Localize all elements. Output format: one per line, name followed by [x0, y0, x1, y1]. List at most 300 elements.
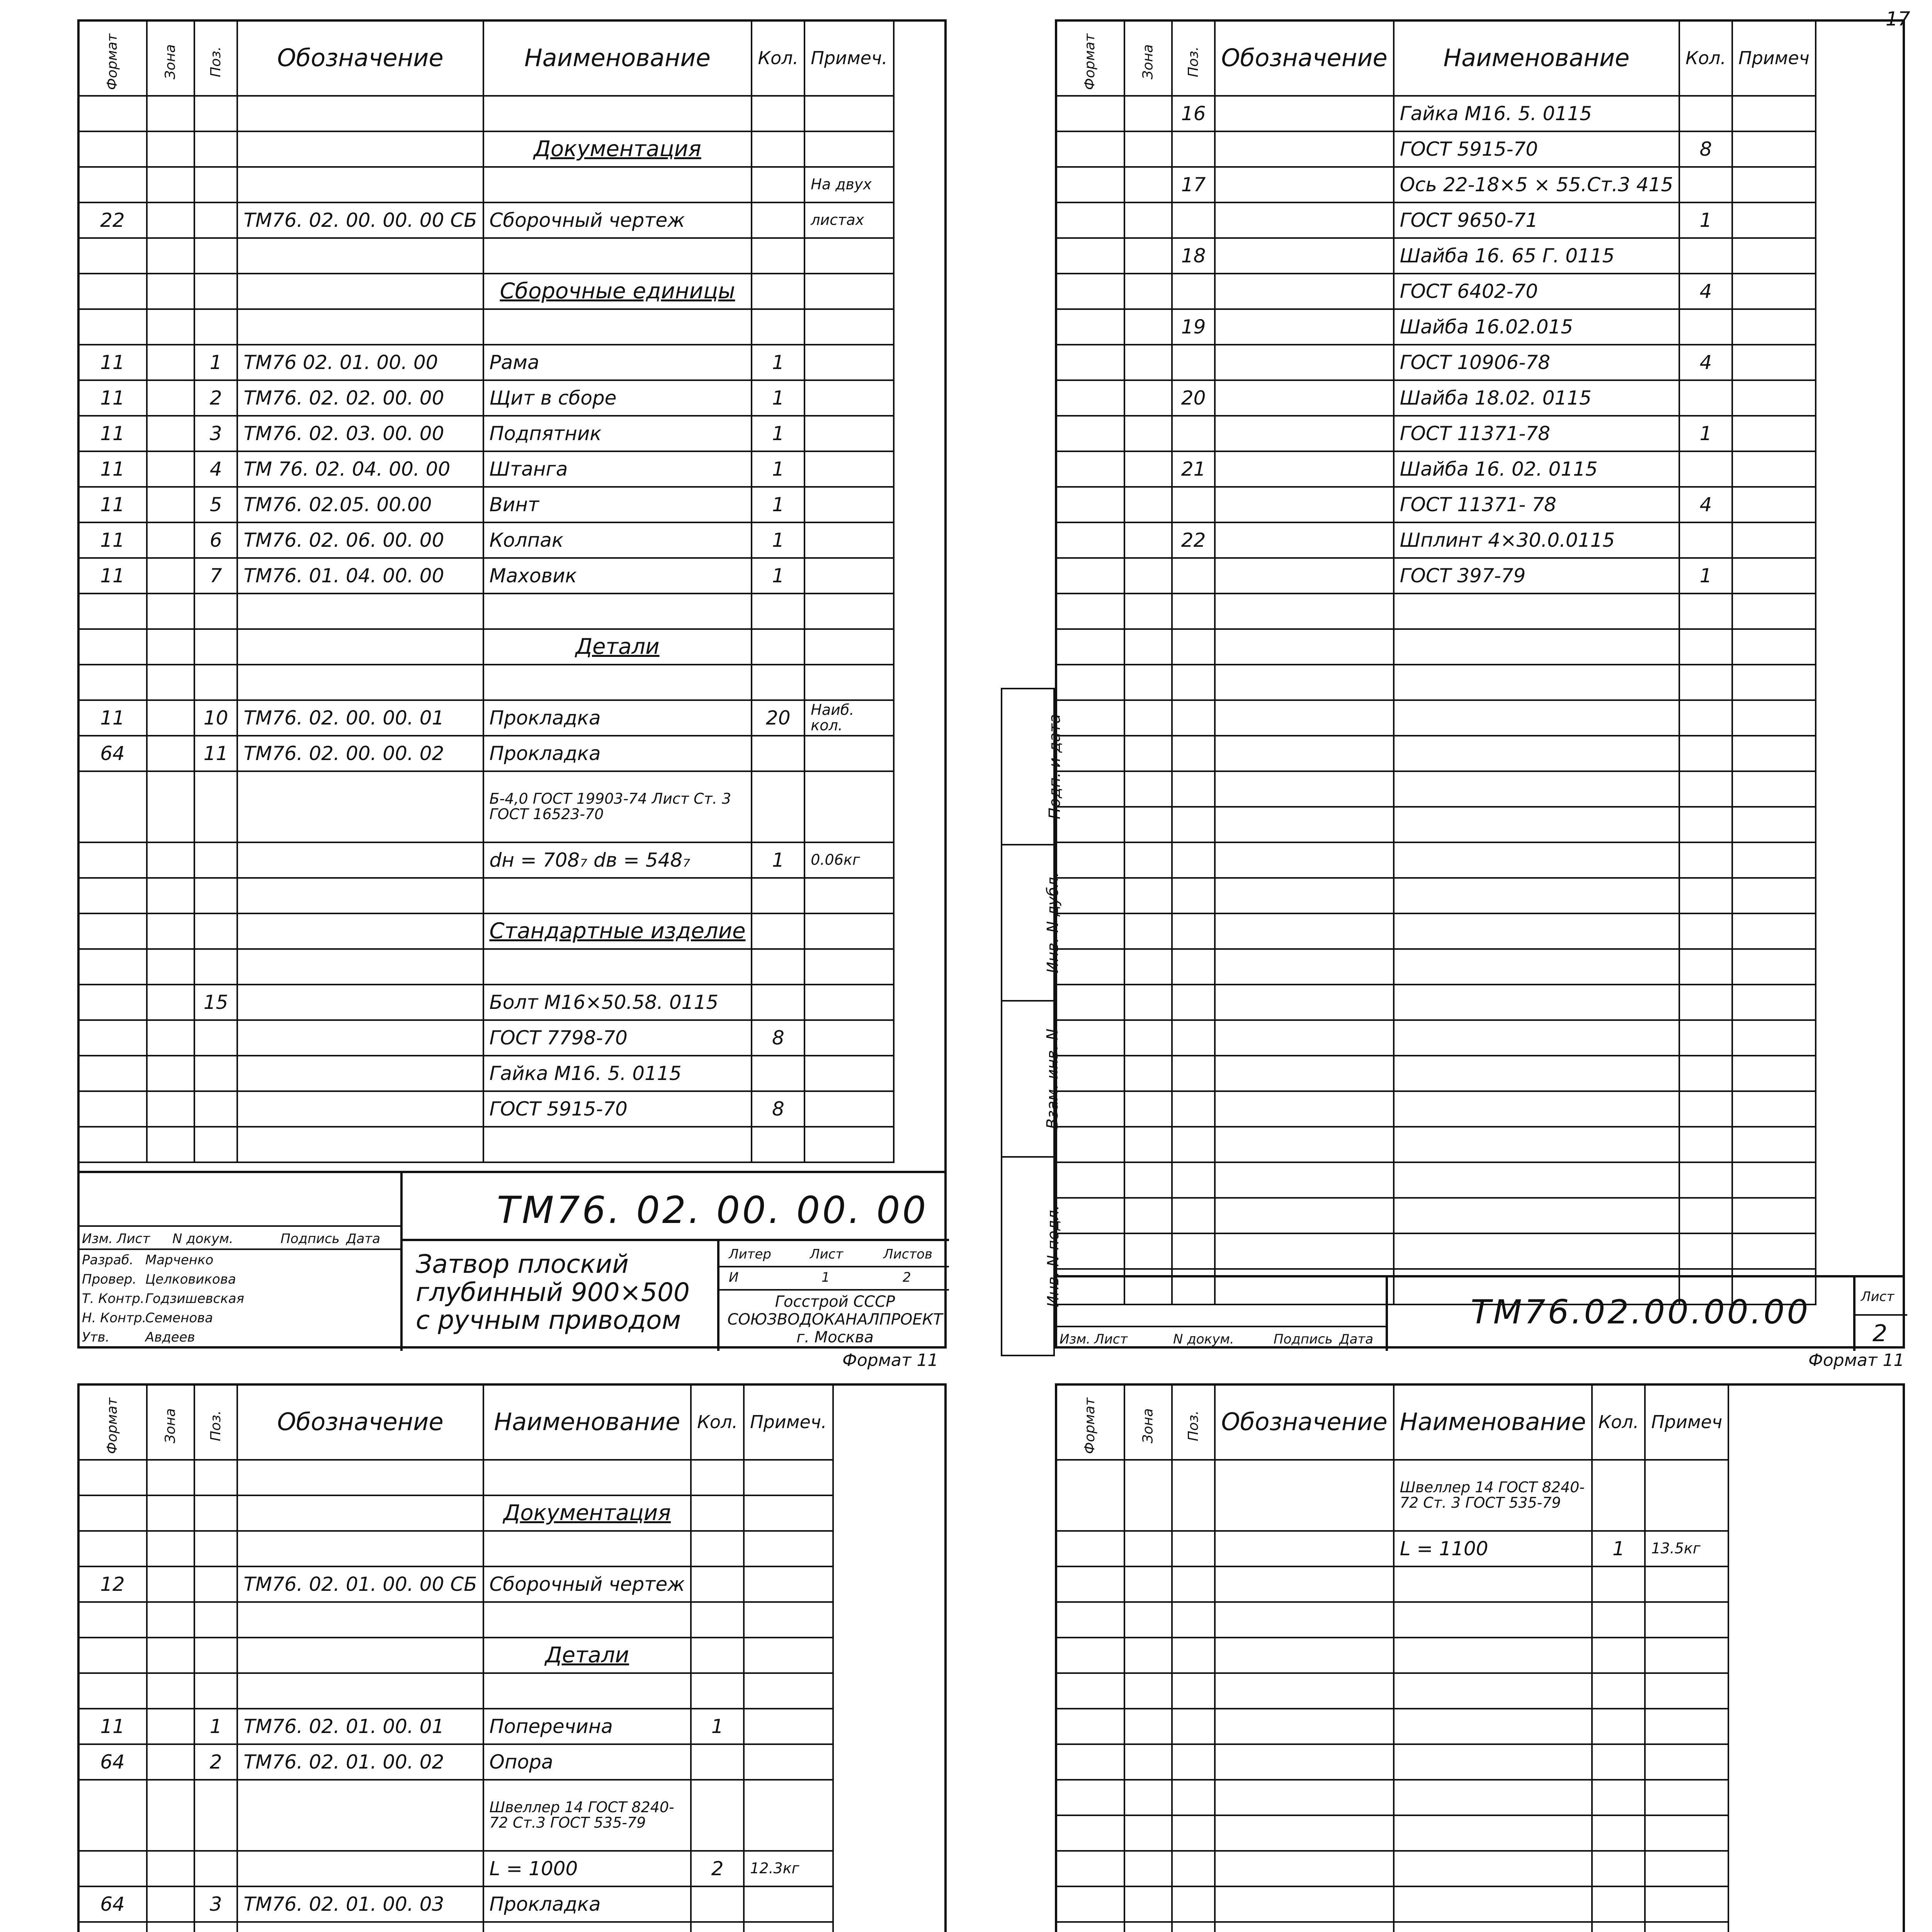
cell-pos — [194, 309, 238, 345]
cell-format — [1056, 345, 1124, 380]
cell-qty — [752, 665, 804, 700]
cell-zone — [1124, 736, 1172, 771]
table-row — [78, 1673, 833, 1709]
cell-name — [1394, 878, 1679, 913]
cell-pos — [1172, 202, 1215, 238]
cell-note — [744, 1460, 833, 1495]
cell-pos — [1172, 771, 1215, 807]
cell-zone — [147, 1127, 194, 1162]
table-row — [1056, 1638, 1728, 1673]
table-row — [1056, 202, 1816, 238]
table-row — [1056, 451, 1816, 487]
table-row — [78, 451, 894, 487]
cell-format: 11 — [78, 558, 147, 594]
cell-name: Ось 22-18×5 × 55.Ст.3 415 — [1394, 167, 1679, 202]
cell-note — [804, 985, 894, 1020]
table-row — [78, 1602, 833, 1638]
header-zone: Зона — [1124, 20, 1172, 96]
cell-name: Прокладка — [483, 736, 752, 771]
cell-pos — [194, 1460, 238, 1495]
org-line-2: СОЮЗВОДОКАНАЛПРОЕКТ — [727, 1311, 943, 1328]
cell-zone — [147, 1460, 194, 1495]
cell-note — [804, 1020, 894, 1056]
table-row — [78, 985, 894, 1020]
sb-inv-dubl: Инв. N дубл. — [1044, 872, 1062, 973]
role-razrab: Разраб. — [82, 1252, 134, 1268]
cell-designation — [1215, 1602, 1393, 1638]
cell-zone — [147, 1056, 194, 1091]
cell-format: 12 — [78, 1566, 147, 1602]
cell-qty — [752, 878, 804, 913]
cell-qty: 1 — [1679, 558, 1732, 594]
cell-designation: ТМ76. 02. 01. 00. 00 СБ — [237, 1566, 483, 1602]
cell-zone — [1124, 700, 1172, 736]
cell-zone — [1124, 1127, 1172, 1162]
cell-name: Сборочный чертеж — [483, 1566, 691, 1602]
spec-header-row — [1056, 20, 1816, 96]
table-row — [1056, 1886, 1728, 1922]
cell-format — [1056, 522, 1124, 558]
cell-qty — [1679, 96, 1732, 131]
cell-format — [1056, 380, 1124, 416]
role-tkontr: Т. Контр. — [82, 1291, 145, 1306]
cell-note — [804, 522, 894, 558]
cell-format — [78, 878, 147, 913]
cell-pos — [1172, 1744, 1215, 1780]
cell-format — [78, 1780, 147, 1851]
cell-format — [1056, 202, 1124, 238]
table-row — [1056, 700, 1816, 736]
cell-pos — [194, 96, 238, 131]
cell-qty — [1679, 913, 1732, 949]
cell-designation — [237, 665, 483, 700]
cell-note: листах — [804, 202, 894, 238]
cell-designation: ТМ76. 02. 02. 00. 00 — [237, 380, 483, 416]
cell-format — [1056, 1566, 1124, 1602]
title-block-2 — [1055, 1275, 1905, 1349]
header-zone: Зона — [1124, 1384, 1172, 1460]
cell-pos: 20 — [1172, 380, 1215, 416]
cell-format — [1056, 1922, 1124, 1932]
header-designation: Обозначение — [237, 20, 483, 96]
cell-note — [744, 1744, 833, 1780]
cell-name: Прокладка — [483, 1886, 691, 1922]
table-row — [78, 1922, 833, 1932]
cell-zone — [147, 629, 194, 665]
cell-note — [1732, 416, 1816, 451]
cell-qty — [1679, 985, 1732, 1020]
cell-name — [1394, 1198, 1679, 1233]
table-row — [1056, 1709, 1728, 1744]
cell-name — [1394, 1233, 1679, 1269]
cell-designation — [1215, 1198, 1393, 1233]
table-row — [1056, 522, 1816, 558]
cell-designation — [1215, 629, 1393, 665]
table-row — [1056, 1091, 1816, 1127]
cell-zone — [1124, 629, 1172, 665]
cell-designation — [1215, 238, 1393, 274]
cell-name: Документация — [483, 131, 752, 167]
cell-qty — [1679, 629, 1732, 665]
cell-pos: 15 — [194, 985, 238, 1020]
cell-note — [804, 1091, 894, 1127]
cell-zone — [147, 345, 194, 380]
cell-format — [78, 274, 147, 309]
cell-zone — [1124, 1198, 1172, 1233]
cell-zone — [1124, 1815, 1172, 1851]
cell-qty — [752, 202, 804, 238]
header-format: Формат — [78, 20, 147, 96]
cell-name: Рама — [483, 345, 752, 380]
cell-note — [804, 949, 894, 985]
cell-pos — [1172, 487, 1215, 522]
header-qty: Кол. — [1592, 1384, 1645, 1460]
cell-pos — [1172, 1815, 1215, 1851]
cell-designation: ТМ76. 02. 03. 00. 00 — [237, 416, 483, 451]
cell-note — [744, 1566, 833, 1602]
header-note: Примеч. — [744, 1384, 833, 1460]
cell-pos — [1172, 1460, 1215, 1531]
cell-qty — [1679, 522, 1732, 558]
cell-qty: 8 — [752, 1020, 804, 1056]
cell-note — [804, 771, 894, 842]
header-pos: Поз. — [1172, 20, 1215, 96]
cell-format — [1056, 1127, 1124, 1162]
cell-name — [483, 167, 752, 202]
table-row — [1056, 1020, 1816, 1056]
cell-name — [483, 96, 752, 131]
cell-name: Сборочный чертеж — [483, 202, 752, 238]
cell-qty — [752, 1127, 804, 1162]
cell-designation — [237, 878, 483, 913]
tb-sign: Подпись — [281, 1231, 340, 1247]
cell-note — [1645, 1638, 1728, 1673]
cell-pos — [194, 1056, 238, 1091]
cell-name — [1394, 1638, 1592, 1673]
cell-designation — [1215, 131, 1393, 167]
cell-format — [1056, 487, 1124, 522]
organization — [721, 1293, 949, 1346]
cell-format — [1056, 96, 1124, 131]
table-row — [1056, 380, 1816, 416]
cell-note — [1732, 771, 1816, 807]
cell-qty — [691, 1780, 744, 1851]
cell-note — [744, 1922, 833, 1932]
cell-pos — [1172, 949, 1215, 985]
table-row — [78, 1495, 833, 1531]
cell-qty — [691, 1673, 744, 1709]
cell-zone — [147, 1602, 194, 1638]
cell-qty — [691, 1566, 744, 1602]
table-row — [1056, 309, 1816, 345]
cell-designation — [1215, 1460, 1393, 1531]
cell-zone — [147, 700, 194, 736]
cell-note — [1732, 96, 1816, 131]
cell-format — [1056, 594, 1124, 629]
cell-designation: ТМ76. 01. 04. 00. 00 — [237, 558, 483, 594]
table-row — [1056, 1056, 1816, 1091]
cell-note — [804, 451, 894, 487]
cell-qty — [1592, 1815, 1645, 1851]
cell-designation — [1215, 1744, 1393, 1780]
cell-name — [1394, 1056, 1679, 1091]
cell-note — [744, 1780, 833, 1851]
cell-zone — [147, 131, 194, 167]
cell-name: Маховик — [483, 558, 752, 594]
cell-zone — [1124, 487, 1172, 522]
role-utv: Утв. — [82, 1330, 110, 1345]
header-zone: Зона — [147, 20, 194, 96]
cell-designation — [237, 1602, 483, 1638]
cell-format — [78, 985, 147, 1020]
cell-pos — [1172, 1127, 1215, 1162]
cell-zone — [147, 949, 194, 985]
cell-pos: 5 — [194, 487, 238, 522]
cell-designation — [1215, 1709, 1393, 1744]
cell-note — [1732, 629, 1816, 665]
table-row — [78, 1638, 833, 1673]
cell-designation — [1215, 771, 1393, 807]
cell-pos — [1172, 1566, 1215, 1602]
cell-name — [483, 1673, 691, 1709]
cell-name: Шплинт 4×30.0.0115 — [1394, 522, 1679, 558]
cell-qty — [752, 167, 804, 202]
tb-izm: Изм. — [82, 1231, 113, 1247]
table-row — [1056, 665, 1816, 700]
cell-qty: 20 — [752, 700, 804, 736]
cell-qty — [1592, 1780, 1645, 1815]
cell-designation — [1215, 451, 1393, 487]
cell-designation — [237, 1922, 483, 1932]
cell-zone — [1124, 1780, 1172, 1815]
cell-zone — [1124, 985, 1172, 1020]
cell-zone — [1124, 1886, 1172, 1922]
table-row — [78, 771, 894, 842]
cell-pos: 16 — [1172, 96, 1215, 131]
cell-note — [1645, 1815, 1728, 1851]
cell-format — [1056, 736, 1124, 771]
cell-qty — [1679, 842, 1732, 878]
cell-zone — [1124, 380, 1172, 416]
table-row — [78, 96, 894, 131]
cell-note — [744, 1495, 833, 1531]
header-pos: Поз. — [194, 20, 238, 96]
cell-format — [1056, 309, 1124, 345]
cell-pos — [1172, 985, 1215, 1020]
cell-pos — [194, 665, 238, 700]
cell-designation — [1215, 1020, 1393, 1056]
cell-qty — [752, 629, 804, 665]
cell-name — [1394, 985, 1679, 1020]
title-block-1 — [77, 1171, 947, 1349]
cell-zone — [1124, 1922, 1172, 1932]
table-row — [78, 167, 894, 202]
cell-format — [1056, 771, 1124, 807]
cell-qty — [1679, 665, 1732, 700]
cell-pos: 1 — [194, 345, 238, 380]
cell-pos — [194, 878, 238, 913]
cell-designation — [1215, 985, 1393, 1020]
cell-zone — [147, 1638, 194, 1673]
cell-note — [1732, 558, 1816, 594]
cell-zone — [1124, 1673, 1172, 1709]
tb-list-label: Лист — [1861, 1289, 1895, 1304]
tb-list: Лист — [117, 1231, 150, 1247]
cell-designation — [237, 274, 483, 309]
spec-table-3 — [77, 1383, 834, 1932]
cell-pos: 22 — [1172, 522, 1215, 558]
cell-zone — [147, 1673, 194, 1709]
table-row — [78, 1091, 894, 1127]
table-row — [1056, 1602, 1728, 1638]
cell-qty — [1679, 1162, 1732, 1198]
cell-format — [1056, 629, 1124, 665]
cell-pos — [1172, 1020, 1215, 1056]
cell-zone — [1124, 416, 1172, 451]
cell-note — [744, 1673, 833, 1709]
cell-name — [1394, 1851, 1592, 1886]
table-row — [1056, 167, 1816, 202]
cell-qty — [1679, 238, 1732, 274]
cell-qty — [1679, 451, 1732, 487]
cell-name — [1394, 1091, 1679, 1127]
cell-format — [78, 949, 147, 985]
cell-format — [78, 96, 147, 131]
cell-note — [804, 629, 894, 665]
role-nkontr: Н. Контр. — [82, 1310, 146, 1326]
cell-name: ГОСТ 5915-70 — [483, 1091, 752, 1127]
cell-pos — [194, 1602, 238, 1638]
cell-note — [1732, 665, 1816, 700]
cell-name — [1394, 1602, 1592, 1638]
cell-format: 11 — [78, 380, 147, 416]
table-row — [78, 1780, 833, 1851]
table-row — [78, 736, 894, 771]
spec-table-1 — [77, 19, 895, 1163]
table-row — [78, 487, 894, 522]
cell-designation: ТМ76. 02. 00. 00. 02 — [237, 736, 483, 771]
table-row — [78, 1020, 894, 1056]
cell-name — [1394, 1709, 1592, 1744]
cell-pos: 2 — [194, 380, 238, 416]
cell-pos: 11 — [194, 736, 238, 771]
cell-format — [78, 771, 147, 842]
cell-zone — [147, 736, 194, 771]
table-row — [78, 1851, 833, 1886]
tb-date: Дата — [346, 1231, 381, 1247]
cell-note — [804, 238, 894, 274]
cell-name — [483, 878, 752, 913]
table-row — [1056, 1566, 1728, 1602]
cell-designation — [237, 131, 483, 167]
cell-format: 11 — [78, 487, 147, 522]
cell-designation — [237, 1531, 483, 1566]
sidebar-2 — [1001, 688, 1064, 1356]
cell-name: dн = 708₇ dв = 548₇ — [483, 842, 752, 878]
cell-qty: 4 — [1679, 274, 1732, 309]
cell-name — [1394, 736, 1679, 771]
cell-note — [1732, 913, 1816, 949]
cell-zone — [147, 594, 194, 629]
cell-qty: 2 — [691, 1851, 744, 1886]
cell-qty — [1592, 1886, 1645, 1922]
cell-format — [1056, 878, 1124, 913]
cell-qty — [1592, 1851, 1645, 1886]
cell-format: 11 — [78, 451, 147, 487]
cell-name: Детали — [483, 1638, 691, 1673]
cell-format — [78, 238, 147, 274]
cell-qty — [1592, 1602, 1645, 1638]
cell-name: Шайба 18.02. 0115 — [1394, 380, 1679, 416]
cell-qty — [1679, 309, 1732, 345]
cell-qty — [1679, 1127, 1732, 1162]
cell-designation — [1215, 202, 1393, 238]
table-row — [1056, 1531, 1728, 1566]
cell-note — [1645, 1780, 1728, 1815]
cell-qty — [1679, 1091, 1732, 1127]
cell-name — [1394, 1744, 1592, 1780]
cell-pos — [1172, 1709, 1215, 1744]
table-row — [1056, 1780, 1728, 1815]
cell-name — [1394, 1566, 1592, 1602]
cell-name: Шайба 16. 02. 0115 — [1394, 451, 1679, 487]
cell-pos — [1172, 1531, 1215, 1566]
cell-qty: 1 — [1679, 416, 1732, 451]
cell-format — [1056, 1815, 1124, 1851]
cell-note — [1645, 1709, 1728, 1744]
cell-zone — [1124, 665, 1172, 700]
table-row — [78, 309, 894, 345]
cell-note — [804, 1127, 894, 1162]
cell-qty — [691, 1886, 744, 1922]
table-row — [1056, 96, 1816, 131]
cell-pos — [194, 1495, 238, 1531]
spec-header-row — [78, 1384, 833, 1460]
document-name: Затвор плоский глубинный 900×500 с ручным приводом — [416, 1249, 690, 1335]
cell-format — [78, 1638, 147, 1673]
cell-name: Подпятник — [483, 416, 752, 451]
cell-name: Шайба 16. 65 Г. 0115 — [1394, 238, 1679, 274]
cell-pos — [1172, 1198, 1215, 1233]
cell-qty — [691, 1638, 744, 1673]
cell-format — [1056, 1091, 1124, 1127]
table-row — [78, 1056, 894, 1091]
cell-note — [804, 309, 894, 345]
table-row — [78, 1744, 833, 1780]
cell-note — [744, 1638, 833, 1673]
cell-designation — [237, 1638, 483, 1673]
cell-pos — [194, 913, 238, 949]
cell-name — [1394, 771, 1679, 807]
cell-pos — [194, 1922, 238, 1932]
cell-format — [1056, 700, 1124, 736]
cell-designation — [237, 949, 483, 985]
cell-note — [744, 1602, 833, 1638]
cell-name — [483, 1531, 691, 1566]
cell-format — [78, 1531, 147, 1566]
cell-name: Болт М16×50.58. 0115 — [483, 985, 752, 1020]
cell-qty — [691, 1460, 744, 1495]
cell-format — [1056, 167, 1124, 202]
cell-format — [78, 665, 147, 700]
cell-qty — [752, 771, 804, 842]
cell-qty — [752, 1056, 804, 1091]
cell-qty — [752, 131, 804, 167]
cell-format — [78, 594, 147, 629]
cell-zone — [1124, 131, 1172, 167]
cell-note — [1732, 842, 1816, 878]
tb-sheets-value: 2 — [903, 1270, 911, 1285]
